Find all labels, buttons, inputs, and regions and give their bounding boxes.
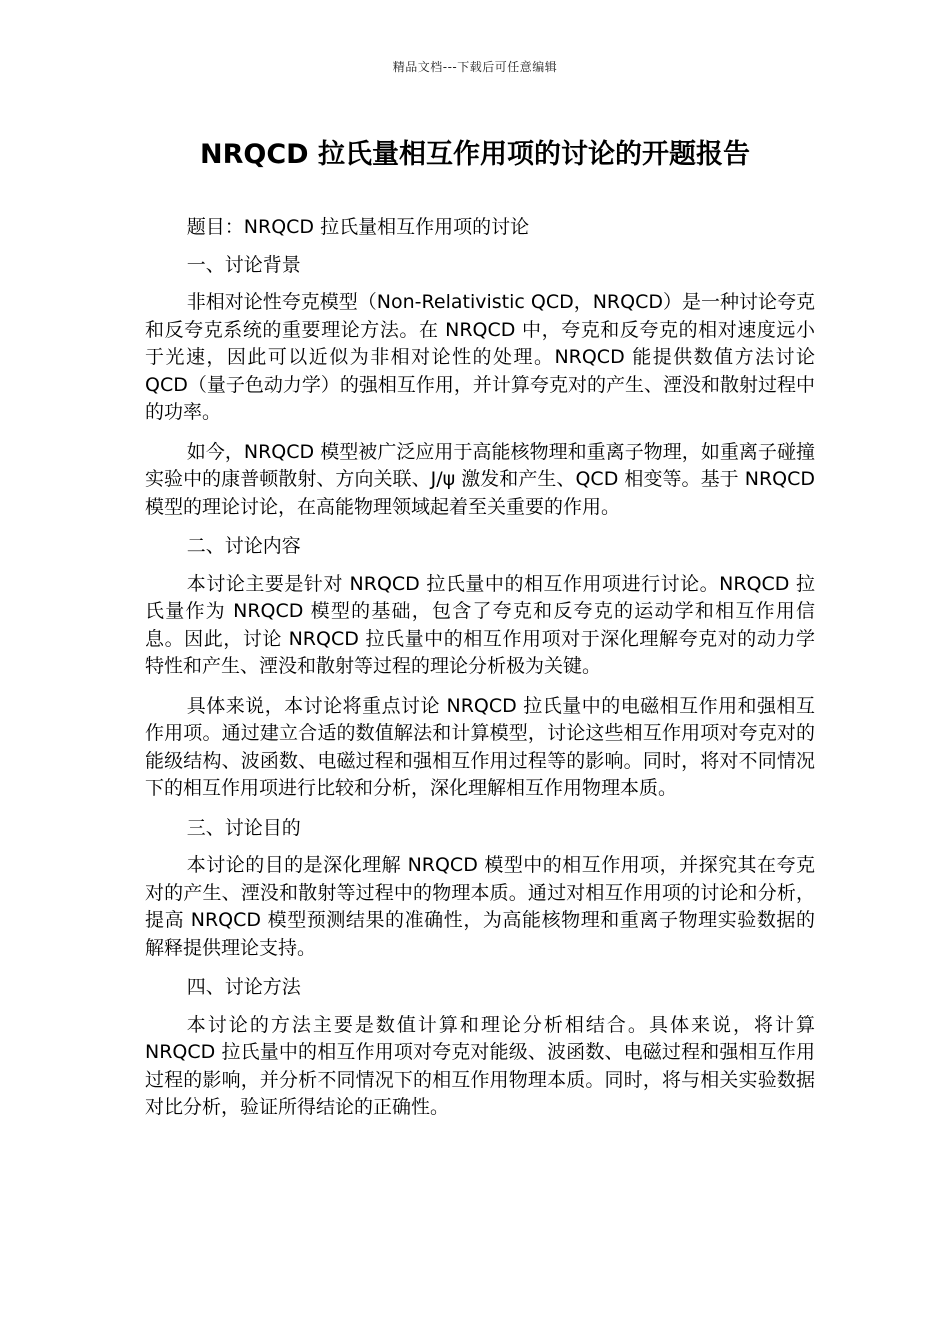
section-heading-background: 一、讨论背景 xyxy=(186,253,301,276)
method-paragraph-1: 本讨论的方法主要是数值计算和理论分析相结合。具体来说，将计算 NRQCD 拉氏量中的相互作用项对夸克对能级、波函数、电磁过程和强相互作用过程的影响，并分析不同情况下的相互作用物理本质。同时，将与相关实验数据对比分析，验证所得结论的正确性。 xyxy=(145,1013,815,1118)
background-paragraph-1: 非相对论性夸克模型（Non-Relativistic QCD，NRQCD）是一种讨论夸克和反夸克系统的重要理论方法。在 NRQCD 中，夸克和反夸克的相对速度远小于光速，因此可以近似为非相对论性的处理。NRQCD 能提供数值方法讨论 QCD（量子色动力学）的强相互作用，并计算夸克对的产生、湮没和散射过程中的功率。 xyxy=(145,291,815,423)
content-paragraph-2: 具体来说，本讨论将重点讨论 NRQCD 拉氏量中的电磁相互作用和强相互作用项。通过建立合适的数值解法和计算模型，讨论这些相互作用项对夸克对的能级结构、波函数、电磁过程和强相互作用过程等的影响。同时，将对不同情况下的相互作用项进行比较和分析，深化理解相互作用物理本质。 xyxy=(145,694,815,799)
document-title: NRQCD 拉氏量相互作用项的讨论的开题报告 xyxy=(200,139,750,170)
purpose-paragraph-1: 本讨论的目的是深化理解 NRQCD 模型中的相互作用项，并探究其在夸克对的产生、湮没和散射等过程中的物理本质。通过对相互作用项的讨论和分析，提高 NRQCD 模型预测结果的准确性，为高能核物理和重离子物理实验数据的解释提供理论支持。 xyxy=(145,854,815,959)
background-paragraph-2: 如今，NRQCD 模型被广泛应用于高能核物理和重离子物理，如重离子碰撞实验中的康普顿散射、方向关联、J/ψ 激发和产生、QCD 相变等。基于 NRQCD 模型的理论讨论，在高能物理领域起着至关重要的作用。 xyxy=(145,440,815,518)
section-heading-method: 四、讨论方法 xyxy=(186,976,301,998)
document-body xyxy=(145,214,815,1134)
topic-line: 题目：NRQCD 拉氏量相互作用项的讨论 xyxy=(186,216,530,238)
section-heading-content: 二、讨论内容 xyxy=(186,535,301,557)
header-note: 精品文档---下载后可任意编辑 xyxy=(392,60,558,74)
section-heading-purpose: 三、讨论目的 xyxy=(186,816,301,839)
content-paragraph-1: 本讨论主要是针对 NRQCD 拉氏量中的相互作用项进行讨论。NRQCD 拉氏量作为 NRQCD 模型的基础，包含了夸克和反夸克的运动学和相互作用信息。因此，讨论 NRQCD 拉氏量中的相互作用项对于深化理解夸克对的动力学特性和产生、湮没和散射等过程的理论分析极为关键。 xyxy=(145,572,815,677)
